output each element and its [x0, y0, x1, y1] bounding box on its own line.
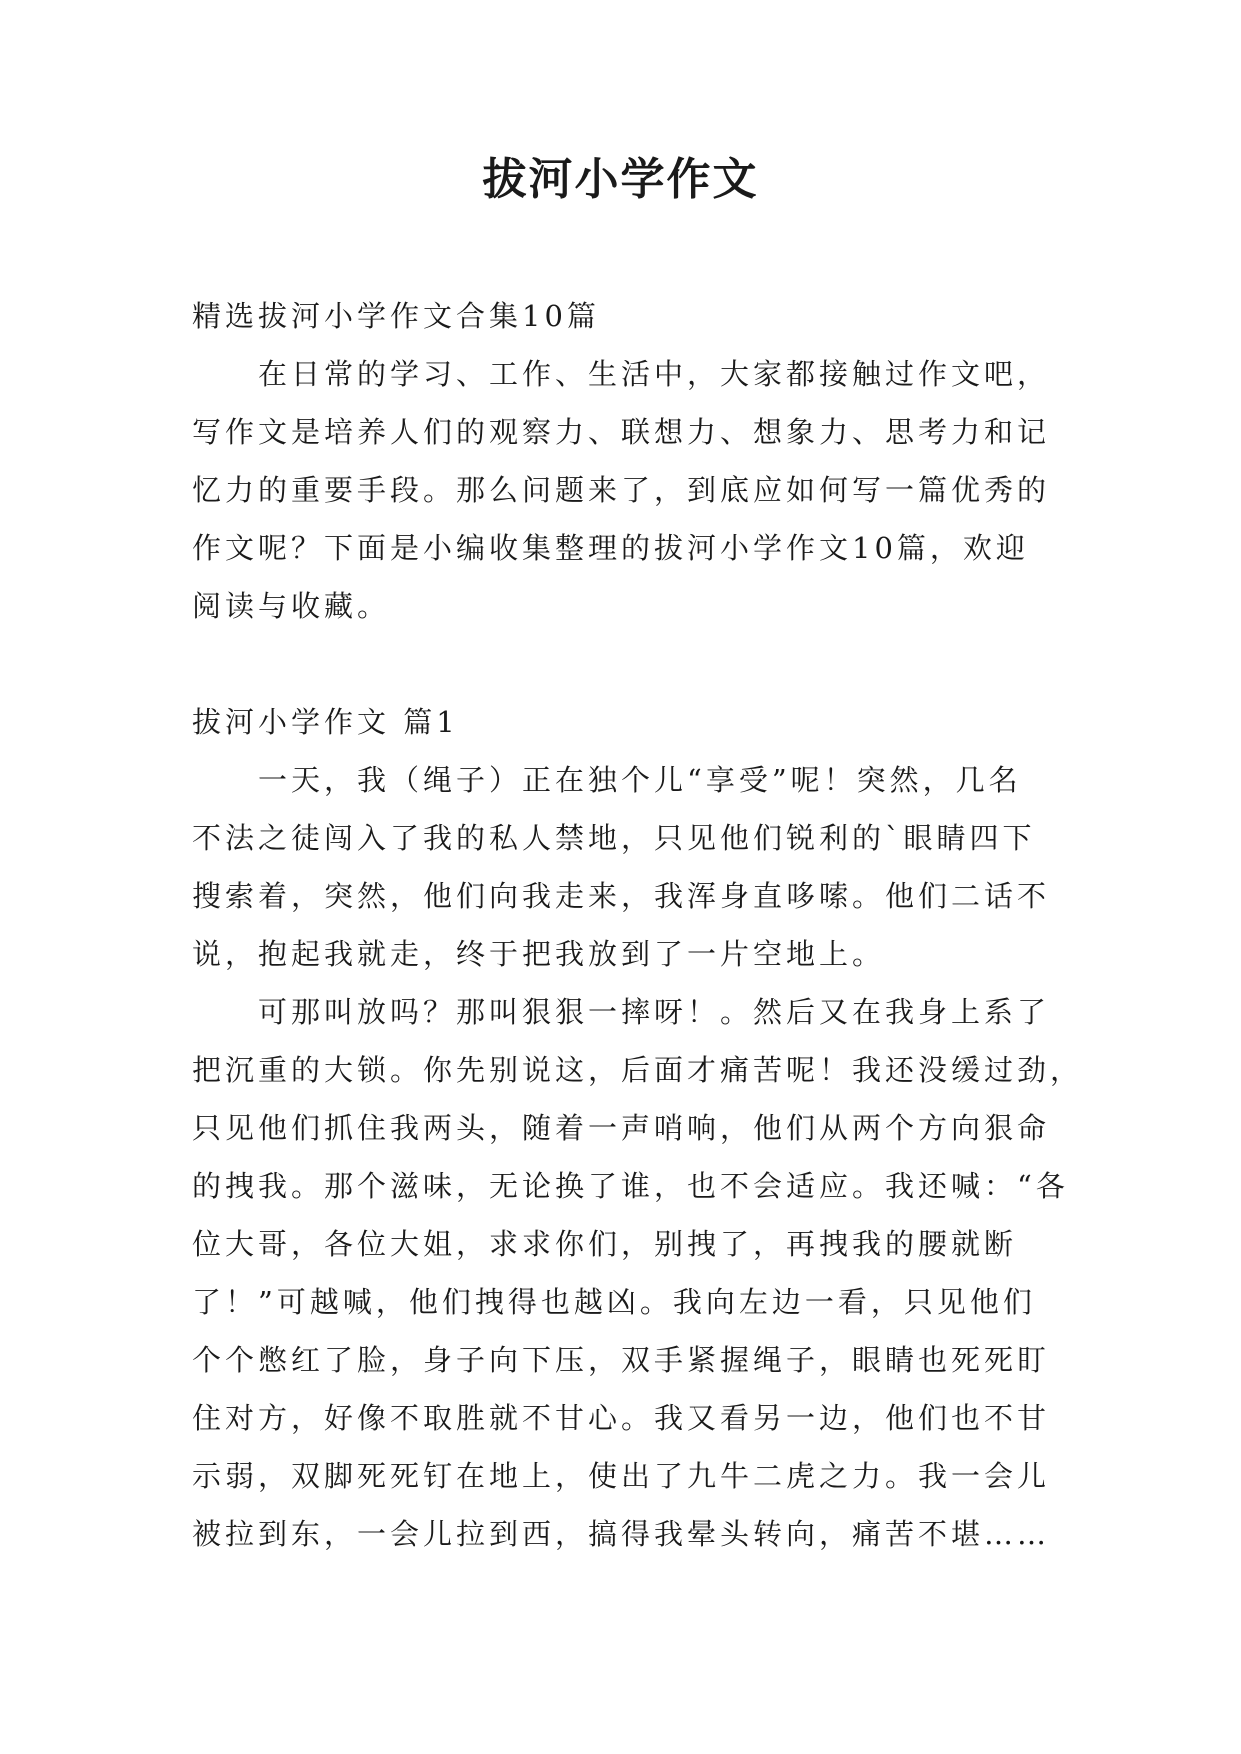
paragraph-line: 被拉到东，一会儿拉到西，搞得我晕头转向，痛苦不堪…… [192, 1517, 1051, 1551]
paragraph-line: 的拽我。那个滋味，无论换了谁，也不会适应。我还喊：“各 [192, 1169, 1069, 1203]
paragraph-line: 搜索着，突然，他们向我走来，我浑身直哆嗦。他们二话不 [192, 879, 1051, 913]
paragraph-line: 可那叫放吗？那叫狠狠一摔呀！。然后又在我身上系了 [192, 995, 1051, 1029]
paragraph-line: 示弱，双脚死死钉在地上，使出了九牛二虎之力。我一会儿 [192, 1459, 1051, 1493]
paragraph-line: 不法之徒闯入了我的私人禁地，只见他们锐利的`眼睛四下 [192, 821, 1036, 855]
body-paragraph-2 [192, 983, 1084, 1563]
paragraph-line: 了！”可越喊，他们拽得也越凶。我向左边一看，只见他们 [192, 1285, 1036, 1319]
intro-line: 忆力的重要手段。那么问题来了，到底应如何写一篇优秀的 [192, 473, 1051, 507]
intro-line: 阅读与收藏。 [192, 589, 391, 623]
document-title: 拔河小学作文 [482, 154, 759, 205]
intro-line: 作文呢？下面是小编收集整理的拔河小学作文10篇，欢迎 [192, 531, 1029, 565]
collection-subtitle: 精选拔河小学作文合集10篇 [192, 299, 600, 333]
paragraph-line: 个个憋红了脸，身子向下压，双手紧握绳子，眼睛也死死盯 [192, 1343, 1051, 1377]
document-body [192, 287, 1084, 1563]
intro-line: 写作文是培养人们的观察力、联想力、想象力、思考力和记 [192, 415, 1051, 449]
paragraph-line: 只见他们抓住我两头，随着一声哨响，他们从两个方向狠命 [192, 1111, 1051, 1145]
paragraph-line: 位大哥，各位大姐，求求你们，别拽了，再拽我的腰就断 [192, 1227, 1018, 1261]
section-spacer [192, 635, 1052, 693]
paragraph-line: 住对方，好像不取胜就不甘心。我又看另一边，他们也不甘 [192, 1401, 1051, 1435]
intro-paragraph [192, 345, 1052, 635]
section-heading: 拔河小学作文 篇1 [192, 705, 459, 739]
paragraph-line: 说，抱起我就走，终于把我放到了一片空地上。 [192, 937, 886, 971]
body-paragraph-1 [192, 751, 1052, 983]
paragraph-line: 把沉重的大锁。你先别说这，后面才痛苦呢！我还没缓过劲， [192, 1053, 1084, 1087]
intro-line: 在日常的学习、工作、生活中，大家都接触过作文吧， [192, 357, 1051, 391]
paragraph-line: 一天，我（绳子）正在独个儿“享受”呢！突然，几名 [192, 763, 1022, 797]
